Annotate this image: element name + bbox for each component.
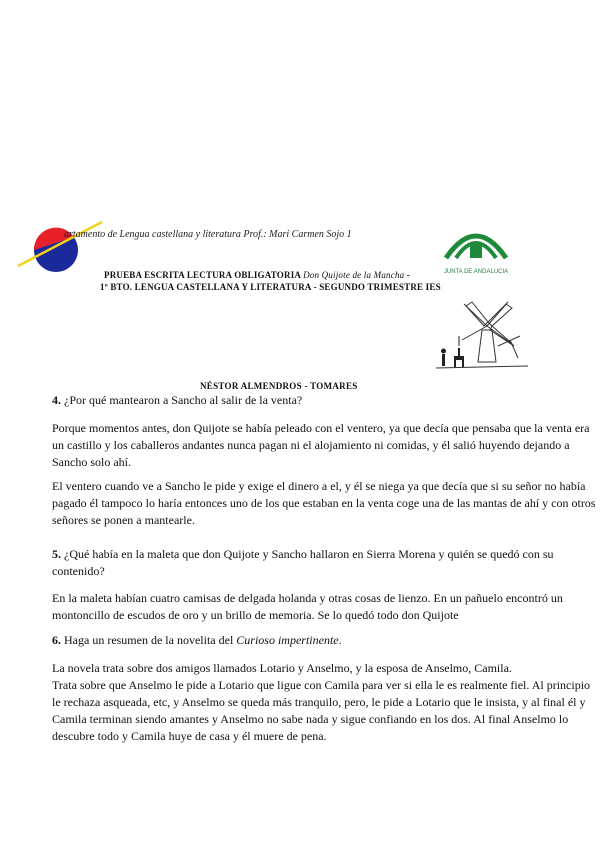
title-work: Don Quijote de la Mancha <box>303 270 405 280</box>
question-6-prefix: Haga un resumen de la novelita del <box>61 633 237 647</box>
school-logo <box>14 210 104 280</box>
question-6 <box>52 632 597 649</box>
windmill-illustration <box>434 296 530 376</box>
question-4-number: 4. <box>52 393 61 407</box>
question-6-number: 6. <box>52 633 61 647</box>
question-5-number: 5. <box>52 547 61 561</box>
department-header: artamento de Lengua castellana y literatura Prof.: Mari Carmen Sojo 1 <box>64 229 352 240</box>
question-4 <box>52 392 572 409</box>
student-name: NÉSTOR ALMENDROS - TOMARES <box>200 381 358 391</box>
question-6-work: Curioso impertinente <box>236 633 339 647</box>
answer-6-paragraph-2: Trata sobre que Anselmo le pide a Lotario que ligue con Camila para ver si ella le es realmente fiel. Al principio le rechaza asqueada, etc, y Anselmo se queda más tranquilo, pero, le pide a Lotario que le insista, y al final él y Camila terminan siendo amantes y Anselmo no sabe nada y sigue confiando en los dos. Al final Anselmo lo descubre todo y Camila huye de casa y él muere de pena. <box>52 678 591 743</box>
junta-logo-text: JUNTA DE ANDALUCIA <box>443 269 509 275</box>
question-4-text: ¿Por qué mantearon a Sancho al salir de la venta? <box>61 393 303 407</box>
question-5 <box>52 546 597 580</box>
answer-5: En la maleta habían cuatro camisas de delgada holanda y otras cosas de lienzo. En un pañuelo encontró un montoncillo de escudos de oro y un brillo de memoria. Se lo quedó todo don Quijote <box>52 591 563 622</box>
exam-title-line2: 1º BTO. LENGUA CASTELLANA Y LITERATURA - SEGUNDO TRIMESTRE IES <box>100 282 441 292</box>
question-5-text: ¿Qué había en la maleta que don Quijote y Sancho hallaron en Sierra Morena y quién se quedó con su contenido? <box>52 547 554 578</box>
junta-arches-icon <box>440 218 512 264</box>
exam-title-line1 <box>104 270 410 280</box>
junta-andalucia-logo <box>440 218 512 276</box>
answer-4-paragraph-2: El ventero cuando ve a Sancho le pide y exige el dinero a el, y él se niega ya que decía que si su señor no había pagado él tampoco lo haría entonces uno de los que estaban en la venta coge una de las mantas de ahí y con otros señores se ponen a mantearle. <box>52 479 596 527</box>
title-suffix: - <box>404 270 411 280</box>
question-6-suffix: . <box>338 633 342 647</box>
answer-6-paragraph-1: La novela trata sobre dos amigos llamados Lotario y Anselmo, y la esposa de Anselmo, Camila. <box>52 661 512 675</box>
answer-4-paragraph-1: Porque momentos antes, don Quijote se había peleado con el ventero, ya que decía que pensaba que la venta era un castillo y los caballeros andantes nunca pagan ni el alojamiento ni comidas, y él salió huyendo dejando a Sancho solo ahí. <box>52 421 590 469</box>
title-prefix: PRUEBA ESCRITA LECTURA OBLIGATORIA <box>104 270 304 280</box>
